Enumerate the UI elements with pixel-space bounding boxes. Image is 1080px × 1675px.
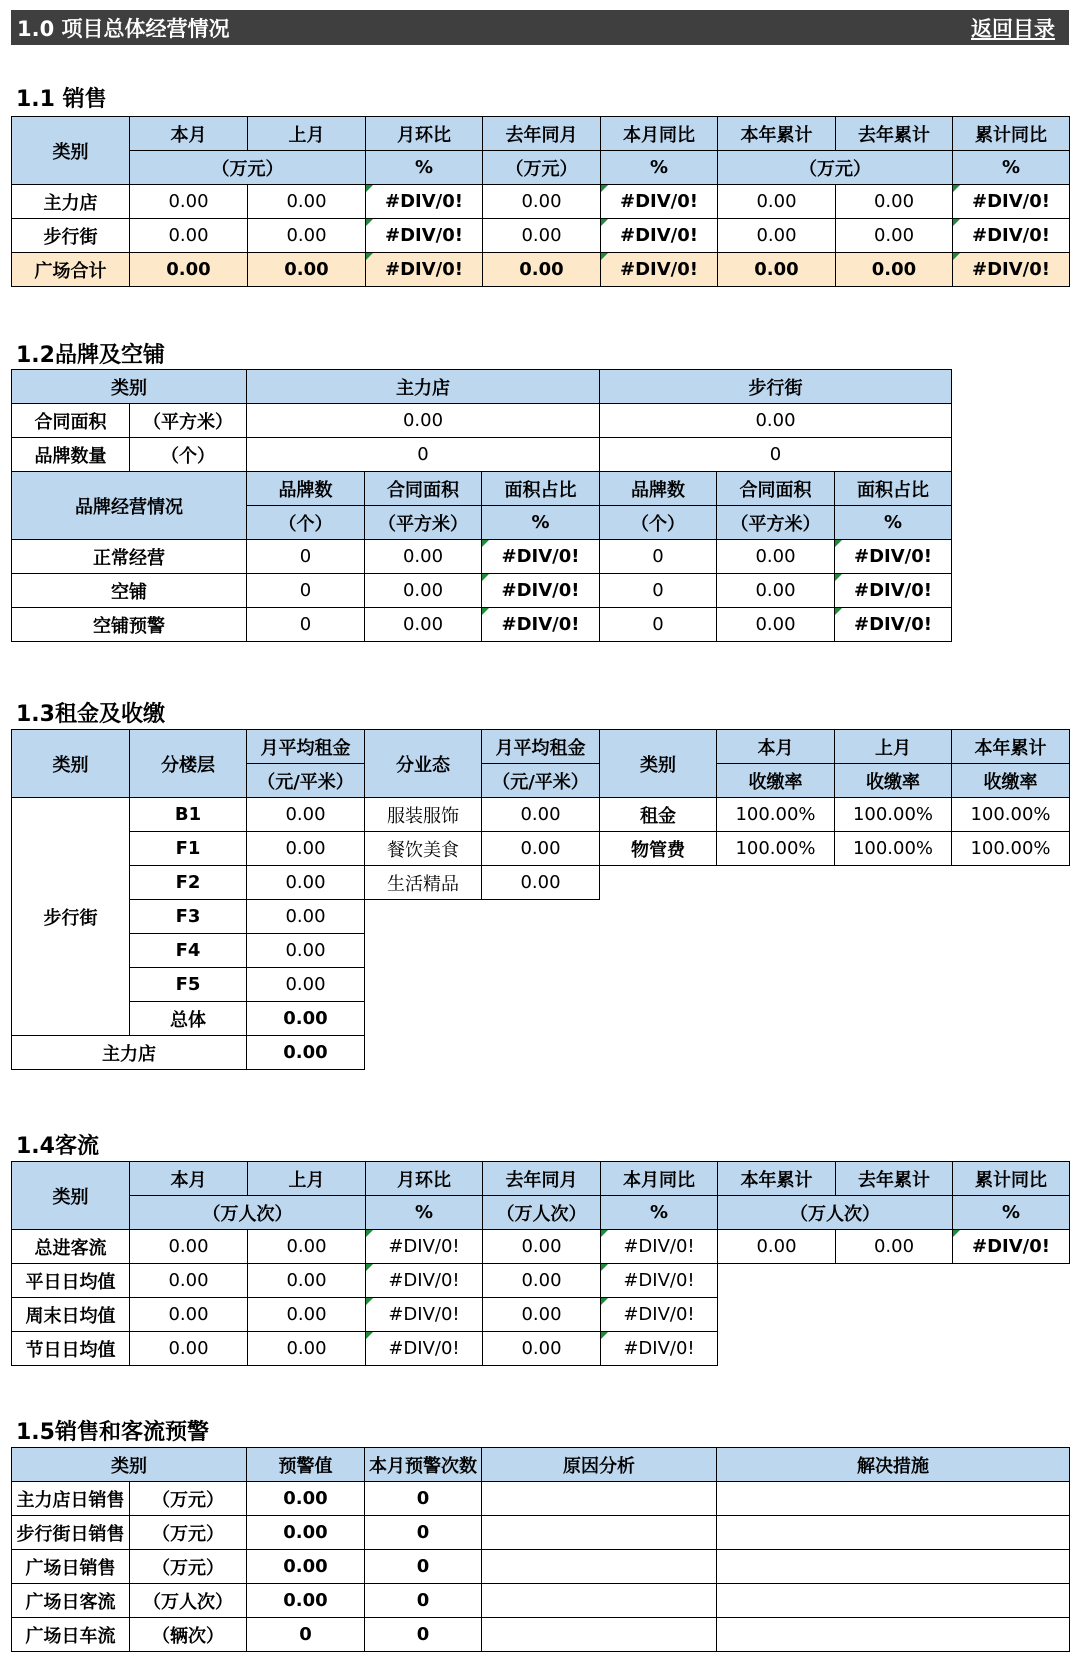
row-label: 广场合计 — [12, 253, 130, 287]
cell[interactable]: 0.00 — [247, 1482, 365, 1516]
unit-label: （万人次） — [718, 1196, 953, 1230]
table-row — [12, 1618, 1070, 1652]
empty-cell — [718, 1264, 1070, 1298]
cell[interactable]: 0.00 — [836, 185, 953, 219]
table-row — [12, 1264, 1070, 1298]
unit-label: （平方米） — [717, 506, 835, 540]
floor-label: B1 — [130, 798, 247, 832]
cell[interactable]: #DIV/0! — [366, 1230, 483, 1264]
table-row — [12, 574, 952, 608]
cell[interactable]: 100.00% — [835, 798, 952, 832]
table-row — [365, 798, 600, 832]
cell[interactable]: #DIV/0! — [366, 219, 483, 253]
cell[interactable]: #DIV/0! — [953, 219, 1070, 253]
floor-rent-table — [11, 729, 365, 1070]
header-col: 面积占比 — [835, 472, 952, 506]
header-category: 类别 — [12, 730, 130, 798]
cell[interactable]: 100.00% — [952, 832, 1070, 866]
row-label: 步行街日销售 — [12, 1516, 130, 1550]
page-title: 1.0 项目总体经营情况 — [17, 16, 230, 41]
cell[interactable]: 0.00 — [718, 219, 836, 253]
cell[interactable]: 0.00 — [248, 1298, 366, 1332]
cell[interactable]: 0.00 — [247, 866, 365, 900]
floor-label: F2 — [130, 866, 247, 900]
cell[interactable]: 0.00 — [483, 185, 601, 219]
unit-label: （个） — [130, 438, 247, 472]
header-col: 上月 — [835, 730, 952, 764]
cell[interactable]: 0 — [600, 608, 717, 642]
header-col: 本月 — [130, 1162, 248, 1196]
row-label: 周末日均值 — [12, 1298, 130, 1332]
sub-header: 收缴率 — [835, 764, 952, 798]
cell[interactable]: 0.00 — [483, 253, 601, 287]
reason-cell[interactable] — [482, 1482, 717, 1516]
format-label: 生活精品 — [365, 866, 482, 900]
format-rent-table — [364, 729, 600, 900]
cell[interactable]: 0 — [247, 1618, 365, 1652]
row-label: 空铺 — [12, 574, 247, 608]
table-row — [600, 798, 1070, 832]
solution-cell[interactable] — [717, 1550, 1070, 1584]
reason-cell[interactable] — [482, 1516, 717, 1550]
header-col: 本月同比 — [601, 117, 718, 151]
collection-table — [599, 729, 1070, 866]
unit-label: % — [835, 506, 952, 540]
row-label: 主力店 — [12, 185, 130, 219]
section-title-traffic: 1.4客流 — [16, 1134, 99, 1159]
row-label: 合同面积 — [12, 404, 130, 438]
cell[interactable]: 0.00 — [247, 1516, 365, 1550]
sales-table — [11, 116, 1070, 287]
header-col: 上月 — [248, 117, 366, 151]
unit-label: （万元） — [130, 1550, 247, 1584]
header-col: 去年累计 — [836, 1162, 953, 1196]
row-label: 品牌数量 — [12, 438, 130, 472]
unit-label: （个） — [247, 506, 365, 540]
header-col: 合同面积 — [365, 472, 482, 506]
cell[interactable]: #DIV/0! — [953, 253, 1070, 287]
row-label: 节日日均值 — [12, 1332, 130, 1366]
cell[interactable]: 0 — [365, 1584, 482, 1618]
cell[interactable]: 0 — [247, 574, 365, 608]
cell[interactable]: 0.00 — [483, 1332, 601, 1366]
empty-cell — [718, 1332, 1070, 1366]
cell[interactable]: 0.00 — [483, 1298, 601, 1332]
row-label: 平日日均值 — [12, 1264, 130, 1298]
cell[interactable]: 0.00 — [247, 404, 600, 438]
cell[interactable]: #DIV/0! — [366, 1332, 483, 1366]
cell[interactable]: #DIV/0! — [366, 1264, 483, 1298]
header-col: 去年同月 — [483, 117, 601, 151]
unit-label: （万元） — [718, 151, 953, 185]
row-label-street: 步行街 — [12, 798, 130, 1036]
header-col: 解决措施 — [717, 1448, 1070, 1482]
cell[interactable]: #DIV/0! — [601, 1332, 718, 1366]
cell[interactable]: 0.00 — [717, 540, 835, 574]
row-label: 总进客流 — [12, 1230, 130, 1264]
cell[interactable]: 0.00 — [718, 253, 836, 287]
unit-label: （辆次） — [130, 1618, 247, 1652]
table-row — [365, 832, 600, 866]
format-label: 服装服饰 — [365, 798, 482, 832]
cell[interactable]: 0.00 — [718, 1230, 836, 1264]
cell[interactable]: #DIV/0! — [601, 1298, 718, 1332]
solution-cell[interactable] — [717, 1584, 1070, 1618]
header-category: 类别 — [12, 1448, 247, 1482]
table-row — [12, 798, 365, 832]
cell[interactable]: 0.00 — [247, 1550, 365, 1584]
cell[interactable]: 0.00 — [248, 1264, 366, 1298]
header-category: 类别 — [12, 370, 247, 404]
unit-label: % — [366, 151, 483, 185]
header-col: 本年累计 — [718, 117, 836, 151]
header-format: 分业态 — [365, 730, 482, 798]
header-floor: 分楼层 — [130, 730, 247, 798]
cell[interactable]: 0 — [365, 1516, 482, 1550]
unit-label: （元/平米） — [247, 764, 365, 798]
unit-label: （万元） — [130, 151, 366, 185]
cell[interactable]: 0.00 — [248, 1230, 366, 1264]
header-col: 品牌数 — [247, 472, 365, 506]
unit-label: % — [366, 1196, 483, 1230]
header-col: 本月预警次数 — [365, 1448, 482, 1482]
header-col: 面积占比 — [482, 472, 600, 506]
unit-label: （万元） — [130, 1516, 247, 1550]
header-category: 类别 — [12, 117, 130, 185]
cell[interactable]: 0.00 — [482, 832, 600, 866]
row-label: 主力店日销售 — [12, 1482, 130, 1516]
cell[interactable]: #DIV/0! — [835, 608, 952, 642]
header-brand-ops: 品牌经营情况 — [12, 472, 247, 540]
header-col: 原因分析 — [482, 1448, 717, 1482]
row-label: 空铺预警 — [12, 608, 247, 642]
section-title-rent: 1.3租金及收缴 — [16, 702, 165, 727]
cell[interactable]: 0.00 — [718, 185, 836, 219]
table-row — [12, 540, 952, 574]
section-title-sales: 1.1 销售 — [16, 87, 107, 112]
header-street: 步行街 — [600, 370, 952, 404]
header-col: 本月同比 — [601, 1162, 718, 1196]
cell[interactable]: #DIV/0! — [482, 540, 600, 574]
cell[interactable]: 0.00 — [248, 1332, 366, 1366]
floor-label: F1 — [130, 832, 247, 866]
cell[interactable]: 0.00 — [836, 219, 953, 253]
cell[interactable]: #DIV/0! — [601, 253, 718, 287]
cell[interactable]: 0.00 — [130, 1230, 248, 1264]
cell[interactable]: 0.00 — [248, 253, 366, 287]
header-col: 上月 — [248, 1162, 366, 1196]
table-row — [12, 1516, 1070, 1550]
cell[interactable]: 0.00 — [717, 574, 835, 608]
header-col: 预警值 — [247, 1448, 365, 1482]
cell[interactable]: 0.00 — [247, 1036, 365, 1070]
cell[interactable]: 100.00% — [952, 798, 1070, 832]
cell[interactable]: 0.00 — [247, 798, 365, 832]
unit-label: （万元） — [130, 1482, 247, 1516]
cell[interactable]: 0.00 — [836, 253, 953, 287]
table-row — [12, 1584, 1070, 1618]
cell[interactable]: 0.00 — [600, 404, 952, 438]
cell[interactable]: 100.00% — [717, 798, 835, 832]
unit-label: % — [953, 1196, 1070, 1230]
table-row — [12, 608, 952, 642]
cell[interactable]: 0 — [600, 438, 952, 472]
cell[interactable]: 0.00 — [130, 219, 248, 253]
cell[interactable]: 0.00 — [130, 1298, 248, 1332]
row-label: 广场日车流 — [12, 1618, 130, 1652]
empty-cell — [718, 1298, 1070, 1332]
header-main-store: 主力店 — [247, 370, 600, 404]
cell[interactable]: 0.00 — [247, 1002, 365, 1036]
cell[interactable]: 0.00 — [483, 219, 601, 253]
cell[interactable]: 0 — [365, 1618, 482, 1652]
cell[interactable]: 0 — [600, 574, 717, 608]
header-col: 品牌数 — [600, 472, 717, 506]
reason-cell[interactable] — [482, 1550, 717, 1584]
table-row — [12, 1482, 1070, 1516]
unit-label: （万人次） — [483, 1196, 601, 1230]
solution-cell[interactable] — [717, 1618, 1070, 1652]
row-label: 物管费 — [600, 832, 717, 866]
brands-table — [11, 369, 952, 642]
sub-header: 收缴率 — [717, 764, 835, 798]
warnings-table — [11, 1447, 1070, 1652]
cell[interactable]: #DIV/0! — [482, 574, 600, 608]
cell[interactable]: 0.00 — [836, 1230, 953, 1264]
section-title-warnings: 1.5销售和客流预警 — [16, 1420, 209, 1445]
cell[interactable]: 0 — [600, 540, 717, 574]
unit-label: % — [482, 506, 600, 540]
cell[interactable]: #DIV/0! — [601, 1230, 718, 1264]
header-category: 类别 — [12, 1162, 130, 1230]
cell[interactable]: 0 — [365, 1550, 482, 1584]
cell[interactable]: 0 — [365, 1482, 482, 1516]
cell[interactable]: 0.00 — [247, 832, 365, 866]
total-row — [12, 253, 1070, 287]
header-col: 去年累计 — [836, 117, 953, 151]
reason-cell[interactable] — [482, 1618, 717, 1652]
table-row — [12, 1550, 1070, 1584]
header-col: 合同面积 — [717, 472, 835, 506]
floor-label: F5 — [130, 968, 247, 1002]
unit-label: （个） — [600, 506, 717, 540]
header-col: 月环比 — [366, 1162, 483, 1196]
cell[interactable]: 0.00 — [365, 608, 482, 642]
cell[interactable]: 0.00 — [365, 574, 482, 608]
unit-label: （平方米） — [365, 506, 482, 540]
sub-header: 收缴率 — [952, 764, 1070, 798]
table-row — [12, 1036, 365, 1070]
floor-label: F4 — [130, 934, 247, 968]
row-label: 广场日客流 — [12, 1584, 130, 1618]
cell[interactable]: 0.00 — [130, 253, 248, 287]
unit-label: % — [601, 151, 718, 185]
header-col: 本月 — [130, 117, 248, 151]
cell[interactable]: #DIV/0! — [601, 219, 718, 253]
cell[interactable]: 0 — [247, 608, 365, 642]
header-col: 累计同比 — [953, 117, 1070, 151]
cell[interactable]: 100.00% — [717, 832, 835, 866]
cell[interactable]: 0.00 — [482, 798, 600, 832]
cell[interactable]: 0.00 — [365, 540, 482, 574]
format-label: 餐饮美食 — [365, 832, 482, 866]
unit-label: （平方米） — [130, 404, 247, 438]
table-row — [12, 219, 1070, 253]
table-row — [12, 1230, 1070, 1264]
header-col: 本月 — [717, 730, 835, 764]
cell[interactable]: 100.00% — [835, 832, 952, 866]
floor-label: 总体 — [130, 1002, 247, 1036]
table-row — [12, 1298, 1070, 1332]
row-label-main-store: 主力店 — [12, 1036, 247, 1070]
cell[interactable]: 0 — [247, 540, 365, 574]
table-row — [600, 832, 1070, 866]
header-col: 累计同比 — [953, 1162, 1070, 1196]
cell[interactable]: 0.00 — [483, 1230, 601, 1264]
reason-cell[interactable] — [482, 1584, 717, 1618]
unit-label: % — [953, 151, 1070, 185]
cell[interactable]: 0.00 — [247, 934, 365, 968]
cell[interactable]: 0.00 — [248, 219, 366, 253]
cell[interactable]: 0.00 — [248, 185, 366, 219]
back-to-contents-link[interactable]: 返回目录 — [971, 16, 1055, 41]
header-col: 月环比 — [366, 117, 483, 151]
header-col: 本年累计 — [952, 730, 1070, 764]
floor-label: F3 — [130, 900, 247, 934]
table-row — [365, 866, 600, 900]
unit-label: % — [601, 1196, 718, 1230]
cell[interactable]: #DIV/0! — [953, 1230, 1070, 1264]
cell[interactable]: 0.00 — [130, 1264, 248, 1298]
cell[interactable]: #DIV/0! — [601, 185, 718, 219]
cell[interactable]: 0.00 — [483, 1264, 601, 1298]
solution-cell[interactable] — [717, 1482, 1070, 1516]
cell[interactable]: 0.00 — [247, 1584, 365, 1618]
solution-cell[interactable] — [717, 1516, 1070, 1550]
unit-label: （元/平米） — [482, 764, 600, 798]
cell[interactable]: #DIV/0! — [482, 608, 600, 642]
cell[interactable]: 0.00 — [717, 608, 835, 642]
unit-label: （万元） — [483, 151, 601, 185]
header-avg-rent: 月平均租金 — [482, 730, 600, 764]
table-row — [12, 1332, 1070, 1366]
row-label: 租金 — [600, 798, 717, 832]
cell[interactable]: #DIV/0! — [366, 253, 483, 287]
traffic-table — [11, 1161, 1070, 1366]
cell[interactable]: 0.00 — [247, 968, 365, 1002]
header-avg-rent: 月平均租金 — [247, 730, 365, 764]
table-row — [12, 185, 1070, 219]
header-category: 类别 — [600, 730, 717, 798]
cell[interactable]: 0.00 — [247, 900, 365, 934]
unit-label: （万人次） — [130, 1196, 366, 1230]
header-col: 去年同月 — [483, 1162, 601, 1196]
cell[interactable]: 0.00 — [482, 866, 600, 900]
cell[interactable]: #DIV/0! — [835, 574, 952, 608]
cell[interactable]: 0.00 — [130, 185, 248, 219]
row-label: 正常经营 — [12, 540, 247, 574]
cell[interactable]: #DIV/0! — [366, 1298, 483, 1332]
section-title-brands: 1.2品牌及空铺 — [16, 343, 165, 368]
cell[interactable]: 0 — [247, 438, 600, 472]
cell[interactable]: #DIV/0! — [366, 185, 483, 219]
cell[interactable]: #DIV/0! — [601, 1264, 718, 1298]
title-bar — [11, 10, 1069, 45]
header-col: 本年累计 — [718, 1162, 836, 1196]
unit-label: （万人次） — [130, 1584, 247, 1618]
cell[interactable]: #DIV/0! — [953, 185, 1070, 219]
row-label: 广场日销售 — [12, 1550, 130, 1584]
cell[interactable]: #DIV/0! — [835, 540, 952, 574]
row-label: 步行街 — [12, 219, 130, 253]
cell[interactable]: 0.00 — [130, 1332, 248, 1366]
